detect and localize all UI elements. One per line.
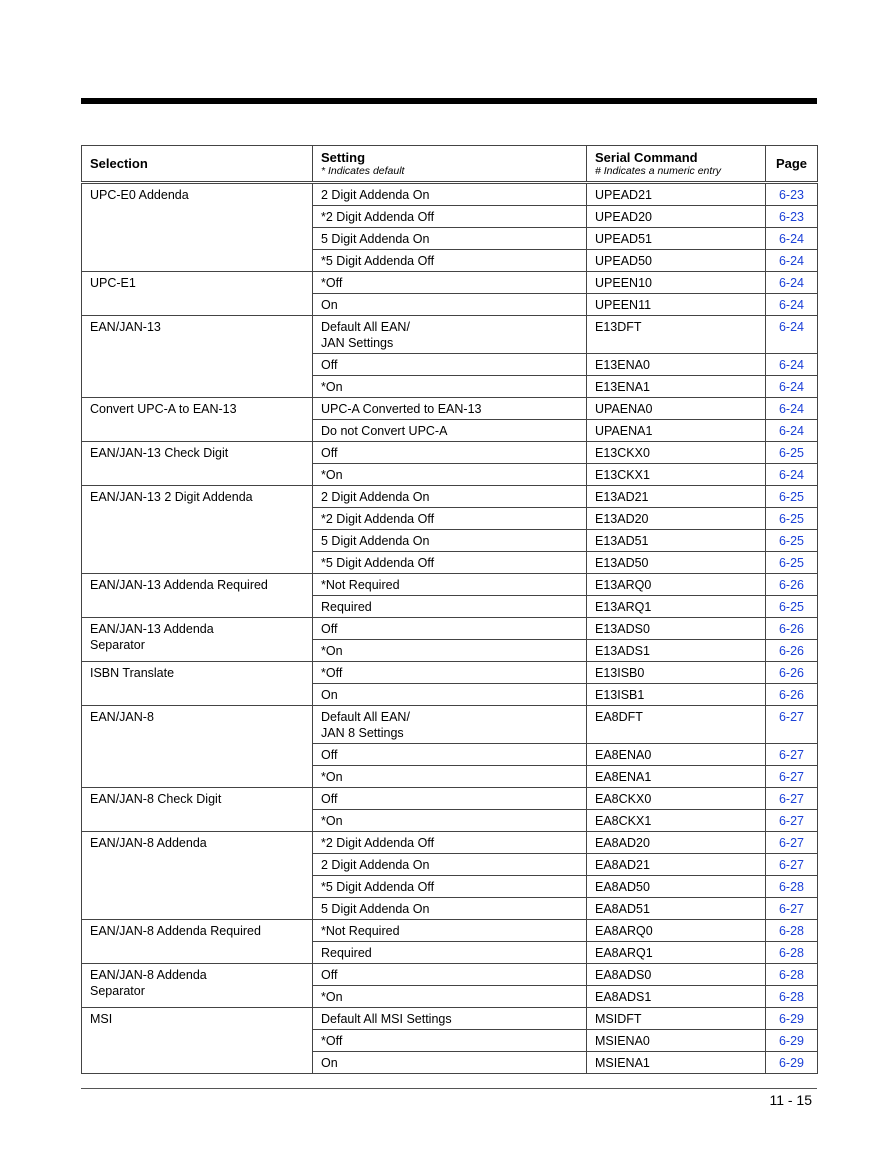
page-link[interactable]: 6-25 — [766, 530, 818, 552]
serial-command-cell: EA8DFT — [587, 706, 766, 744]
setting-label: *On — [321, 770, 343, 784]
table-row — [82, 832, 818, 854]
page-link[interactable]: 6-24 — [766, 272, 818, 294]
setting-cell — [313, 442, 587, 464]
serial-command-cell: E13AD20 — [587, 508, 766, 530]
page-link[interactable]: 6-27 — [766, 898, 818, 920]
page-link[interactable]: 6-29 — [766, 1008, 818, 1030]
setting-cell — [313, 810, 587, 832]
page-link[interactable]: 6-29 — [766, 1052, 818, 1074]
setting-cell — [313, 766, 587, 788]
table-row — [82, 618, 818, 640]
setting-cell — [313, 250, 587, 272]
page-link[interactable]: 6-25 — [766, 486, 818, 508]
setting-cell — [313, 376, 587, 398]
page-link[interactable]: 6-26 — [766, 684, 818, 706]
selection-cell — [82, 706, 313, 788]
setting-cell — [313, 832, 587, 854]
setting-label: Off — [321, 358, 338, 372]
setting-cell — [313, 744, 587, 766]
setting-label: *On — [321, 644, 343, 658]
serial-command-cell: EA8AD51 — [587, 898, 766, 920]
selection-label-line2: Separator — [90, 638, 145, 652]
selection-cell — [82, 1008, 313, 1074]
setting-label: On — [321, 688, 338, 702]
setting-label: *On — [321, 468, 343, 482]
setting-cell — [313, 420, 587, 442]
selection-cell — [82, 316, 313, 398]
setting-label: *Off — [321, 666, 343, 680]
setting-label: *2 Digit Addenda Off — [321, 210, 435, 224]
page-link[interactable]: 6-25 — [766, 508, 818, 530]
table-row — [82, 662, 818, 684]
setting-cell — [313, 898, 587, 920]
table-row — [82, 920, 818, 942]
setting-cell — [313, 942, 587, 964]
table-row — [82, 486, 818, 508]
page-link[interactable]: 6-27 — [766, 832, 818, 854]
table-row — [82, 706, 818, 744]
serial-command-cell: UPAENA0 — [587, 398, 766, 420]
selection-label: EAN/JAN-13 Addenda — [90, 622, 214, 636]
page-link[interactable]: 6-24 — [766, 228, 818, 250]
setting-cell — [313, 574, 587, 596]
selection-cell — [82, 442, 313, 486]
serial-command-cell: UPEAD21 — [587, 183, 766, 206]
table-row — [82, 398, 818, 420]
setting-cell — [313, 272, 587, 294]
setting-label: 5 Digit Addenda On — [321, 232, 430, 246]
page-link[interactable]: 6-27 — [766, 788, 818, 810]
setting-cell — [313, 464, 587, 486]
selection-label: ISBN Translate — [90, 666, 175, 680]
selection-cell — [82, 486, 313, 574]
page-link[interactable]: 6-26 — [766, 574, 818, 596]
setting-label-line2: JAN 8 Settings — [321, 726, 404, 740]
setting-cell — [313, 183, 587, 206]
serial-command-cell: EA8AD20 — [587, 832, 766, 854]
selection-label: EAN/JAN-13 Check Digit — [90, 446, 229, 460]
serial-command-cell: UPEAD50 — [587, 250, 766, 272]
setting-label: Required — [321, 946, 372, 960]
serial-command-cell: E13ISB0 — [587, 662, 766, 684]
table-row — [82, 788, 818, 810]
setting-label: *Off — [321, 1034, 343, 1048]
setting-cell — [313, 530, 587, 552]
setting-cell — [313, 876, 587, 898]
setting-cell — [313, 508, 587, 530]
setting-label: *5 Digit Addenda Off — [321, 880, 435, 894]
setting-label: *Off — [321, 276, 343, 290]
setting-label: *On — [321, 380, 343, 394]
selection-cell — [82, 398, 313, 442]
serial-command-cell: E13ARQ0 — [587, 574, 766, 596]
setting-label: Default All EAN/ — [321, 710, 410, 724]
page-link[interactable]: 6-26 — [766, 662, 818, 684]
setting-label: On — [321, 1056, 338, 1070]
header-setting — [313, 146, 587, 183]
bottom-rule — [81, 1088, 817, 1089]
setting-cell — [313, 640, 587, 662]
setting-label: 2 Digit Addenda On — [321, 490, 430, 504]
setting-cell — [313, 486, 587, 508]
serial-command-cell: EA8AD50 — [587, 876, 766, 898]
serial-command-table — [81, 145, 818, 1074]
setting-label: Off — [321, 968, 338, 982]
setting-label: 2 Digit Addenda On — [321, 858, 430, 872]
serial-command-cell: UPEAD20 — [587, 206, 766, 228]
setting-cell — [313, 920, 587, 942]
selection-label: MSI — [90, 1012, 113, 1026]
setting-cell — [313, 986, 587, 1008]
top-rule — [81, 98, 817, 104]
setting-label: UPC-A Converted to EAN-13 — [321, 402, 482, 416]
setting-label: *On — [321, 814, 343, 828]
setting-label: Off — [321, 748, 338, 762]
setting-cell — [313, 964, 587, 986]
setting-label: *5 Digit Addenda Off — [321, 556, 435, 570]
selection-label: EAN/JAN-8 — [90, 710, 154, 724]
setting-cell — [313, 684, 587, 706]
page-link[interactable]: 6-27 — [766, 766, 818, 788]
serial-command-cell: UPEAD51 — [587, 228, 766, 250]
setting-label: *2 Digit Addenda Off — [321, 512, 435, 526]
page-link[interactable]: 6-29 — [766, 1030, 818, 1052]
selection-label: EAN/JAN-8 Addenda — [90, 968, 207, 982]
page-link[interactable]: 6-26 — [766, 640, 818, 662]
setting-label: Required — [321, 600, 372, 614]
setting-cell — [313, 854, 587, 876]
serial-command-cell: MSIENA1 — [587, 1052, 766, 1074]
setting-cell — [313, 618, 587, 640]
selection-cell — [82, 662, 313, 706]
setting-cell — [313, 206, 587, 228]
setting-cell — [313, 788, 587, 810]
header-selection — [82, 146, 313, 183]
setting-cell — [313, 596, 587, 618]
setting-label: 2 Digit Addenda On — [321, 188, 430, 202]
page-link[interactable]: 6-24 — [766, 316, 818, 354]
setting-label: Default All MSI Settings — [321, 1012, 452, 1026]
serial-command-cell: E13ENA0 — [587, 354, 766, 376]
table-row — [82, 442, 818, 464]
selection-cell — [82, 183, 313, 272]
serial-command-cell: EA8ARQ0 — [587, 920, 766, 942]
setting-cell — [313, 1052, 587, 1074]
selection-cell — [82, 618, 313, 662]
table-row — [82, 183, 818, 206]
serial-command-cell: E13AD21 — [587, 486, 766, 508]
page-link[interactable]: 6-25 — [766, 596, 818, 618]
table-row — [82, 316, 818, 354]
serial-command-cell: E13ISB1 — [587, 684, 766, 706]
serial-command-cell: E13ENA1 — [587, 376, 766, 398]
page-link[interactable]: 6-23 — [766, 183, 818, 206]
setting-label: Off — [321, 446, 338, 460]
setting-label: Do not Convert UPC-A — [321, 424, 448, 438]
table-row — [82, 964, 818, 986]
setting-label: *5 Digit Addenda Off — [321, 254, 435, 268]
page-link[interactable]: 6-28 — [766, 942, 818, 964]
selection-cell — [82, 920, 313, 964]
serial-command-cell: E13AD50 — [587, 552, 766, 574]
selection-label: UPC-E1 — [90, 276, 136, 290]
setting-cell — [313, 552, 587, 574]
setting-label-line2: JAN Settings — [321, 336, 394, 350]
header-page — [766, 146, 818, 183]
page-link[interactable]: 6-25 — [766, 442, 818, 464]
table-row — [82, 574, 818, 596]
serial-command-cell: E13ARQ1 — [587, 596, 766, 618]
header-setting-label: Setting — [321, 150, 366, 165]
header-serial-command — [587, 146, 766, 183]
serial-command-cell: E13DFT — [587, 316, 766, 354]
page-link[interactable]: 6-24 — [766, 250, 818, 272]
table-header-row — [82, 146, 818, 183]
page-link[interactable]: 6-26 — [766, 618, 818, 640]
setting-cell — [313, 1030, 587, 1052]
setting-label: 5 Digit Addenda On — [321, 534, 430, 548]
page-link[interactable]: 6-28 — [766, 920, 818, 942]
setting-cell — [313, 1008, 587, 1030]
page-link[interactable]: 6-28 — [766, 876, 818, 898]
serial-command-cell: EA8CKX0 — [587, 788, 766, 810]
header-setting-note: * Indicates default — [321, 165, 405, 177]
setting-label: 5 Digit Addenda On — [321, 902, 430, 916]
page-link[interactable]: 6-27 — [766, 744, 818, 766]
page-link[interactable]: 6-25 — [766, 552, 818, 574]
selection-label-line2: Separator — [90, 984, 145, 998]
setting-cell — [313, 354, 587, 376]
selection-label: EAN/JAN-8 Check Digit — [90, 792, 222, 806]
selection-label: EAN/JAN-13 2 Digit Addenda — [90, 490, 253, 504]
setting-label: Off — [321, 792, 338, 806]
page-link[interactable]: 6-28 — [766, 964, 818, 986]
page-link[interactable]: 6-27 — [766, 810, 818, 832]
serial-command-cell: MSIDFT — [587, 1008, 766, 1030]
serial-command-cell: E13ADS1 — [587, 640, 766, 662]
selection-label: EAN/JAN-8 Addenda — [90, 836, 207, 850]
serial-command-cell: UPAENA1 — [587, 420, 766, 442]
page-number: 11 - 15 — [769, 1092, 812, 1108]
page-link[interactable]: 6-24 — [766, 398, 818, 420]
selection-label: UPC-E0 Addenda — [90, 188, 189, 202]
setting-cell — [313, 662, 587, 684]
page-link[interactable]: 6-27 — [766, 854, 818, 876]
serial-command-cell: E13ADS0 — [587, 618, 766, 640]
page-link[interactable]: 6-24 — [766, 464, 818, 486]
setting-label: *Not Required — [321, 924, 400, 938]
header-serial-label: Serial Command — [595, 150, 698, 165]
selection-cell — [82, 272, 313, 316]
header-page-label: Page — [775, 156, 808, 171]
serial-command-cell: MSIENA0 — [587, 1030, 766, 1052]
page-link[interactable]: 6-27 — [766, 706, 818, 744]
selection-cell — [82, 574, 313, 618]
table-row — [82, 1008, 818, 1030]
selection-cell — [82, 832, 313, 920]
table-row — [82, 272, 818, 294]
selection-label: Convert UPC-A to EAN-13 — [90, 402, 237, 416]
serial-command-cell: EA8ENA0 — [587, 744, 766, 766]
setting-cell — [313, 398, 587, 420]
serial-command-cell: UPEEN10 — [587, 272, 766, 294]
setting-cell — [313, 228, 587, 250]
serial-command-cell: E13CKX0 — [587, 442, 766, 464]
setting-label: *On — [321, 990, 343, 1004]
serial-command-cell: EA8ADS0 — [587, 964, 766, 986]
selection-label: EAN/JAN-8 Addenda Required — [90, 924, 261, 938]
setting-label: *Not Required — [321, 578, 400, 592]
selection-label: EAN/JAN-13 Addenda Required — [90, 578, 268, 592]
header-serial-note: # Indicates a numeric entry — [595, 165, 722, 177]
setting-cell — [313, 316, 587, 354]
selection-cell — [82, 964, 313, 1008]
page-link[interactable]: 6-24 — [766, 294, 818, 316]
setting-label: *2 Digit Addenda Off — [321, 836, 435, 850]
setting-cell — [313, 294, 587, 316]
setting-cell — [313, 706, 587, 744]
page-link[interactable]: 6-24 — [766, 376, 818, 398]
page-link[interactable]: 6-23 — [766, 206, 818, 228]
page-link[interactable]: 6-24 — [766, 420, 818, 442]
setting-label: On — [321, 298, 338, 312]
header-selection-label: Selection — [90, 156, 148, 171]
page-link[interactable]: 6-28 — [766, 986, 818, 1008]
serial-command-cell: EA8ARQ1 — [587, 942, 766, 964]
serial-command-cell: EA8CKX1 — [587, 810, 766, 832]
selection-cell — [82, 788, 313, 832]
selection-label: EAN/JAN-13 — [90, 320, 161, 334]
serial-command-cell: E13AD51 — [587, 530, 766, 552]
serial-command-cell: EA8AD21 — [587, 854, 766, 876]
serial-command-cell: E13CKX1 — [587, 464, 766, 486]
page-link[interactable]: 6-24 — [766, 354, 818, 376]
table-body — [82, 183, 818, 1074]
serial-command-cell: EA8ADS1 — [587, 986, 766, 1008]
serial-command-cell: UPEEN11 — [587, 294, 766, 316]
serial-command-cell: EA8ENA1 — [587, 766, 766, 788]
setting-label: Off — [321, 622, 338, 636]
setting-label: Default All EAN/ — [321, 320, 410, 334]
